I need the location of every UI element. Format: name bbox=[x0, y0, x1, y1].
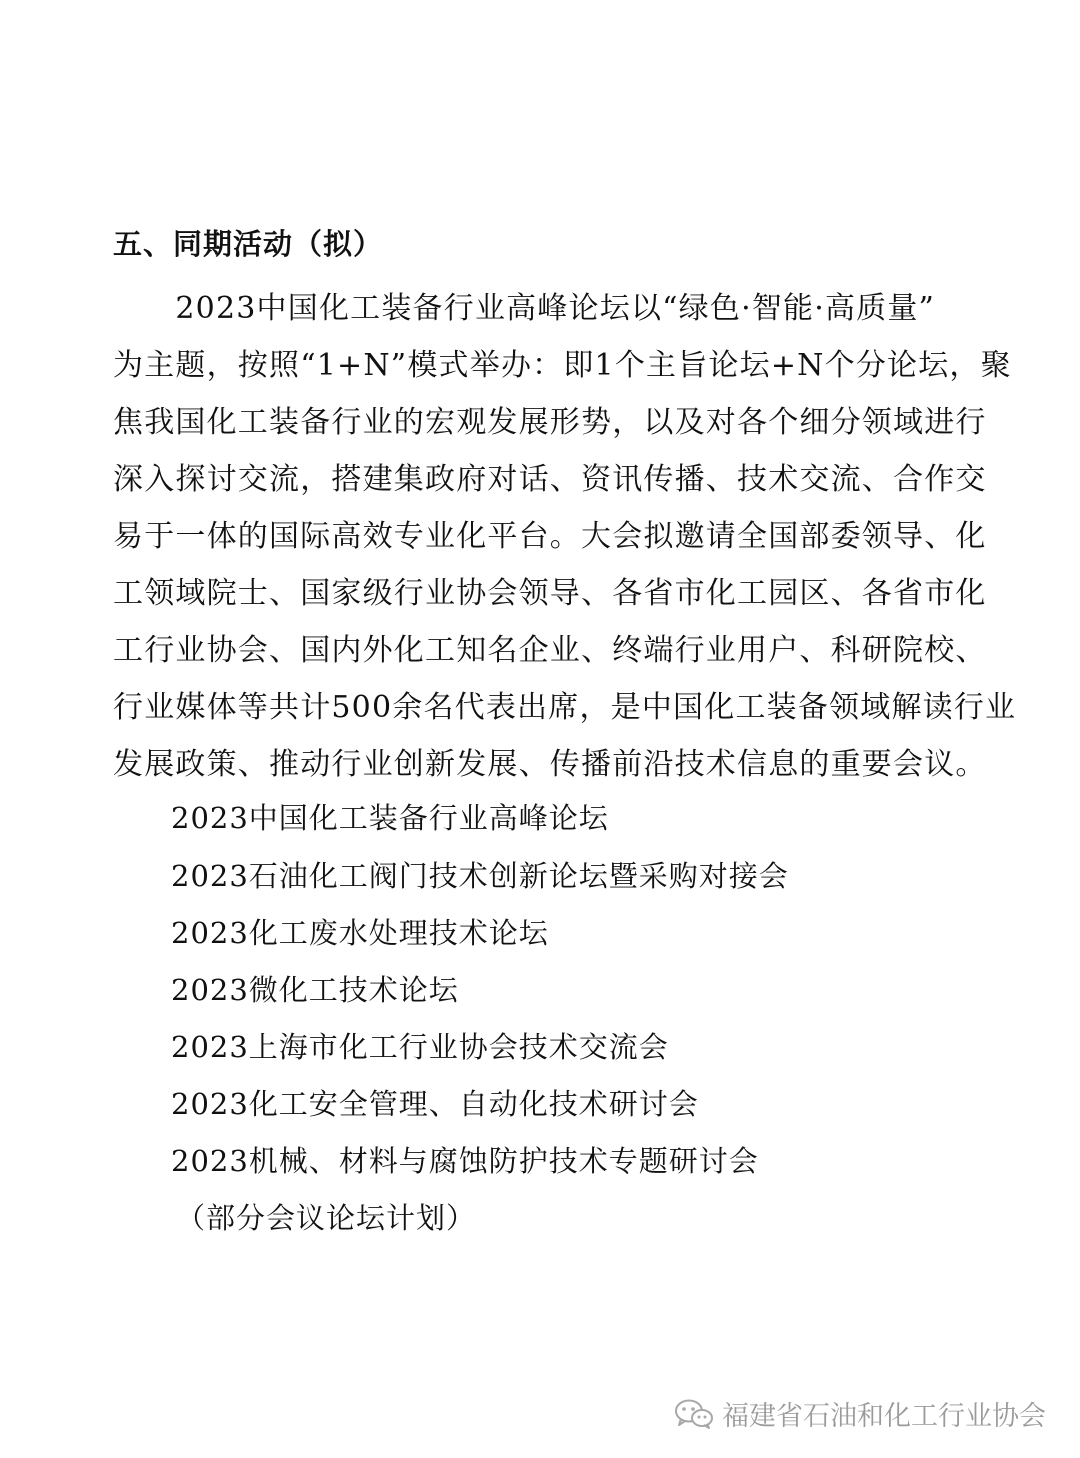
paragraph-line: 2023中国化工装备行业高峰论坛以“绿色·智能·高质量” bbox=[113, 291, 936, 326]
section-heading: 五、同期活动（拟） bbox=[113, 227, 384, 261]
paragraph-line: 工行业协会、国内外化工知名企业、终端行业用户、科研院校、 bbox=[113, 633, 987, 668]
forum-item: 2023机械、材料与腐蚀防护技术专题研讨会 bbox=[171, 1144, 759, 1178]
paragraph-line: 易于一体的国际高效专业化平台。大会拟邀请全国部委领导、化 bbox=[113, 519, 987, 554]
paragraph-line: 为主题，按照“1+N”模式举办：即1个主旨论坛+N个分论坛，聚 bbox=[113, 348, 1012, 383]
paragraph-line: 深入探讨交流，搭建集政府对话、资讯传播、技术交流、合作交 bbox=[113, 462, 987, 497]
forum-item: 2023中国化工装备行业高峰论坛 bbox=[171, 801, 609, 835]
paragraph-line: 焦我国化工装备行业的宏观发展形势，以及对各个细分领域进行 bbox=[113, 405, 987, 440]
forum-item: 2023上海市化工行业协会技术交流会 bbox=[171, 1030, 669, 1064]
paragraph-line: 工领域院士、国家级行业协会领导、各省市化工园区、各省市化 bbox=[113, 576, 987, 611]
paragraph-line: 发展政策、推动行业创新发展、传播前沿技术信息的重要会议。 bbox=[113, 747, 987, 782]
watermark bbox=[674, 1394, 1046, 1433]
forum-item: 2023化工废水处理技术论坛 bbox=[171, 916, 549, 950]
forum-item: 2023微化工技术论坛 bbox=[171, 973, 459, 1007]
paragraph-line: 行业媒体等共计500余名代表出席，是中国化工装备领域解读行业 bbox=[113, 690, 1017, 725]
wechat-icon bbox=[674, 1398, 714, 1430]
forum-item: 2023石油化工阀门技术创新论坛暨采购对接会 bbox=[171, 859, 789, 893]
forum-item: 2023化工安全管理、自动化技术研讨会 bbox=[171, 1087, 699, 1121]
forum-plan-note: （部分会议论坛计划） bbox=[176, 1201, 477, 1235]
watermark-text: 福建省石油和化工行业协会 bbox=[722, 1401, 1046, 1432]
